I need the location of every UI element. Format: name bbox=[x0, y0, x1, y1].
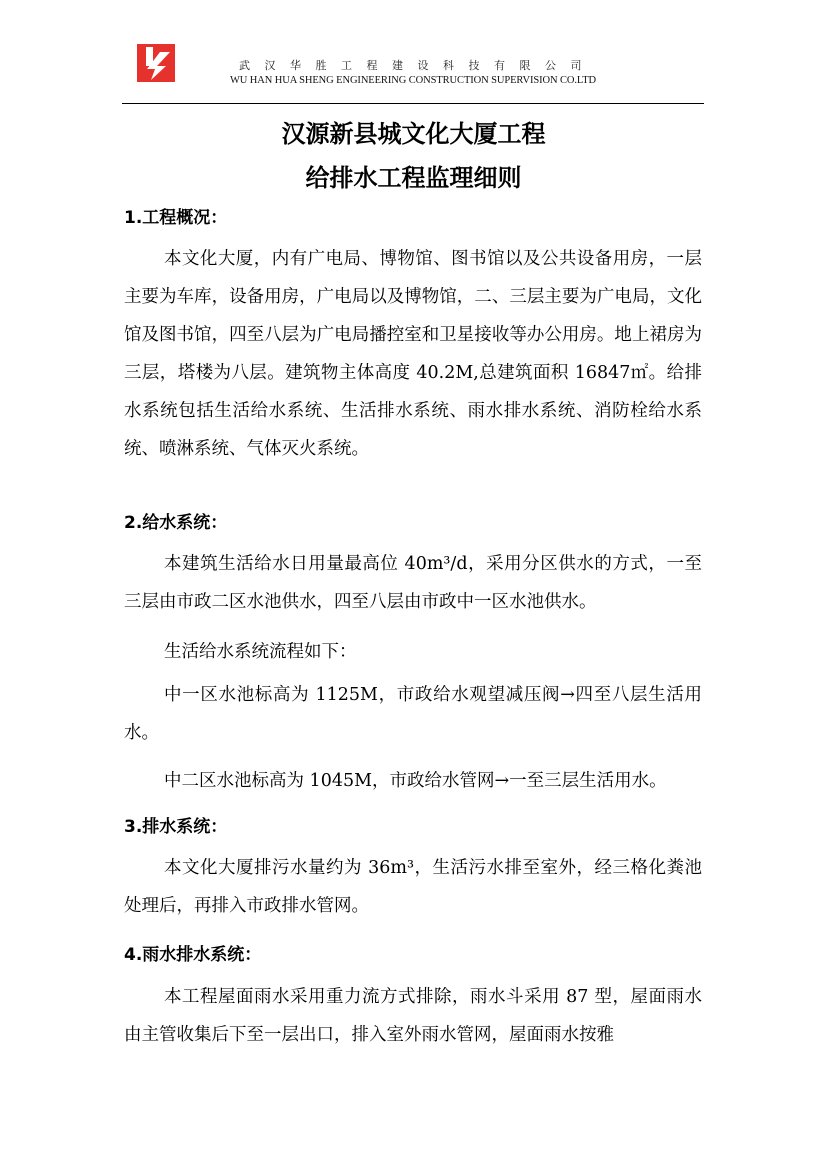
document-subtitle: 给排水工程监理细则 bbox=[305, 164, 522, 192]
section-heading-water-supply: 2.给水系统： bbox=[124, 513, 228, 533]
company-name-cn: 武 汉 华 胜 工 程 建 设 科 技 有 限 公 司 bbox=[239, 59, 587, 72]
paragraph-water-supply-3: 中一区水池标高为 1125M，市政给水观望减压阀→四至八层生活用水。 bbox=[124, 685, 702, 743]
header-divider bbox=[122, 103, 704, 104]
paragraph-water-supply-2: 生活给水系统流程如下： bbox=[164, 642, 357, 662]
document-title: 汉源新县城文化大厦工程 bbox=[281, 120, 546, 148]
company-name-en: WU HAN HUA SHENG ENGINEERING CONSTRUCTION SUPERVISION CO.LTD bbox=[229, 75, 597, 86]
section-heading-drainage: 3.排水系统： bbox=[124, 817, 228, 837]
paragraph-drainage: 本文化大厦排污水量约为 36m³，生活污水排至室外，经三格化粪池处理后，再排入市政排水管网。 bbox=[124, 858, 702, 916]
paragraph-overview: 本文化大厦，内有广电局、博物馆、图书馆以及公共设备用房，一层主要为车库，设备用房，广电局以及博物馆，二、三层主要为广电局，文化馆及图书馆，四至八层为广电局播控室和卫星接收等办公用房。地上裙房为三层，塔楼为八层。建筑物主体高度 40.2M,总建筑面积 16847㎡。给排水系统包括生活给水系统、生活排水系统、雨水排水系统、消防栓给水系统、喷淋系统、气体灭火系统。 bbox=[124, 249, 702, 459]
paragraph-rainwater: 本工程屋面雨水采用重力流方式排除，雨水斗采用 87 型，屋面雨水由主管收集后下至一层出口，排入室外雨水管网，屋面雨水按雅 bbox=[124, 987, 702, 1045]
section-heading-rainwater: 4.雨水排水系统： bbox=[124, 945, 262, 965]
paragraph-water-supply-1: 本建筑生活给水日用量最高位 40m³/d，采用分区供水的方式，一至三层由市政二区水池供水，四至八层由市政中一区水池供水。 bbox=[124, 554, 702, 612]
company-logo-icon bbox=[137, 44, 175, 82]
section-heading-overview: 1.工程概况： bbox=[124, 208, 228, 228]
paragraph-water-supply-4: 中二区水池标高为 1045M，市政给水管网→一至三层生活用水。 bbox=[164, 771, 667, 791]
